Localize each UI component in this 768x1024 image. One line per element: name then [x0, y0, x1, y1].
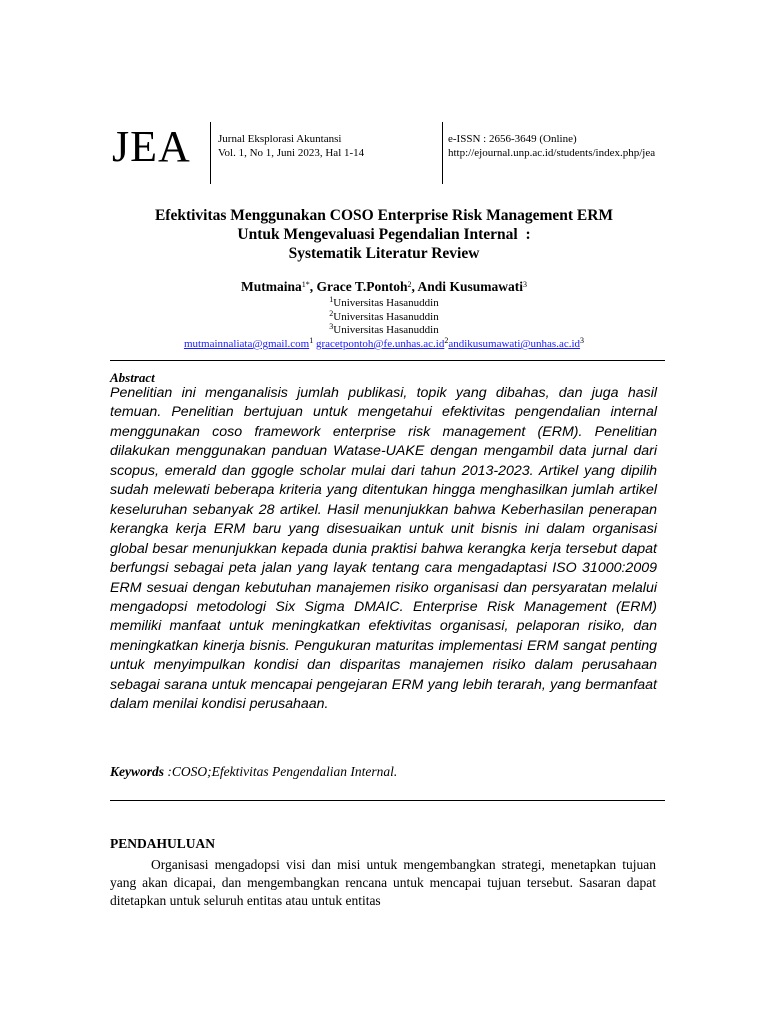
abstract-body: Penelitian ini menganalisis jumlah publikasi, topik yang dibahas, dan juga hasil temuan. Penelitian bertujuan untuk mengetahui efektivitas pengendalian internal menggunakan coso framework enterprise risk management (ERM). Penelitian dilakukan menggunakan panduan Watase-UAKE dengan mengambil data jurnal dari scopus, emerald dan ggogle scholar mulai dari tahun 2013-2023. Artikel yang dipilih sudah melewati beberapa kriteria yang ditentukan hingga menghasilkan jumlah artikel keseluruhan sebanyak 28 artikel. Hasil menunjukkan bahwa Keberhasilan penerapan kerangka kerja ERM baru yang disesuaikan untuk unit bisnis ini dalam organisasi global besar menunjukkan kepada dunia praktisi bahwa kerangka kerja tersebut dapat berfungsi sebagai peta jalan yang layak tentang cara mengadaptasi ISO 31000:2009 ERM sesuai dengan kebutuhan manajemen risiko organisasi dan persyaratan melalui mengadopsi metodologi Six Sigma DMAIC. Enterprise Risk Management (ERM) memiliki manfaat untuk meningkatkan efektivitas organisasi, pelaporan risiko, dan meningkatkan kinerja bisnis. Pengukuran maturitas implementasi ERM sangat penting untuk menyimpulkan kondisi dan disparitas manajemen risiko dalam perusahaan sebagai sarana untuk mencapai pengejaran ERM yang lebih terarah, yang bermanfaat dalam menilai kondisi perusahaan.	[110, 385, 657, 713]
title-line-3: Systematik Literatur Review	[288, 245, 480, 262]
abstract-top-rule	[110, 360, 665, 361]
keywords	[110, 764, 397, 780]
section-heading-introduction: PENDAHULUAN	[110, 836, 216, 851]
email-1-marker: 1	[309, 336, 314, 345]
email-link-2[interactable]: gracetpontoh@fe.unhas.ac.id	[315, 338, 445, 350]
paper-title	[100, 206, 668, 263]
journal-issn: e-ISSN : 2656-3649 (Online)	[448, 133, 577, 145]
author-3-marker: 3	[522, 280, 527, 289]
author-3: Andi Kusumawati	[417, 279, 523, 294]
keywords-text: :COSO;Efektivitas Pengendalian Internal.	[164, 764, 398, 779]
affiliation-3-name: Universitas Hasanuddin	[333, 324, 439, 336]
author-emails	[100, 337, 668, 351]
title-line-2: Untuk Mengevaluasi Pegendalian Internal :	[237, 226, 531, 243]
journal-name: Jurnal Eksplorasi Akuntansi	[218, 133, 342, 145]
introduction-paragraph: Organisasi mengadopsi visi dan misi untuk mengembangkan strategi, menetapkan tujuan yang akan dicapai, dan mengembangkan rencana untuk mencapai tujuan tersebut. Sasaran dapat ditetapkan untuk seluruh entitas atau untuk entitas	[110, 857, 656, 908]
email-link-3[interactable]: andikusumawati@unhas.ac.id	[448, 338, 581, 350]
header-divider-right	[442, 122, 443, 184]
abstract-bottom-rule	[110, 800, 665, 801]
email-2-marker: 2	[444, 336, 449, 345]
author-1-marker: 1*	[301, 280, 310, 289]
author-2: Grace T.Pontoh	[316, 279, 408, 294]
author-list	[100, 278, 668, 296]
email-3-marker: 3	[580, 336, 585, 345]
affiliation-1-marker: 1	[329, 295, 334, 304]
affiliation-2	[100, 310, 668, 324]
abstract-heading: Abstract	[110, 370, 155, 385]
author-separator: ,	[411, 279, 418, 294]
affiliation-2-marker: 2	[329, 309, 334, 318]
author-1: Mutmaina	[241, 279, 302, 294]
header-divider-left	[210, 122, 211, 184]
journal-logo: JEA	[112, 122, 191, 171]
journal-volume: Vol. 1, No 1, Juni 2023, Hal 1-14	[218, 147, 365, 159]
journal-identifiers	[448, 132, 655, 160]
author-2-marker: 2	[407, 280, 412, 289]
affiliation-3-marker: 3	[329, 322, 334, 331]
affiliation-2-name: Universitas Hasanuddin	[333, 311, 439, 323]
email-link-1[interactable]: mutmainnaliata@gmail.com	[183, 338, 310, 350]
title-line-1: Efektivitas Menggunakan COSO Enterprise Risk Management ERM	[154, 207, 614, 224]
journal-info	[218, 132, 364, 160]
affiliation-1	[100, 296, 668, 310]
author-separator: ,	[309, 279, 317, 294]
keywords-label: Keywords	[110, 764, 164, 779]
journal-url[interactable]: http://ejournal.unp.ac.id/students/index.php/jea	[448, 147, 656, 159]
affiliation-3	[100, 323, 668, 337]
affiliation-1-name: Universitas Hasanuddin	[333, 297, 439, 309]
